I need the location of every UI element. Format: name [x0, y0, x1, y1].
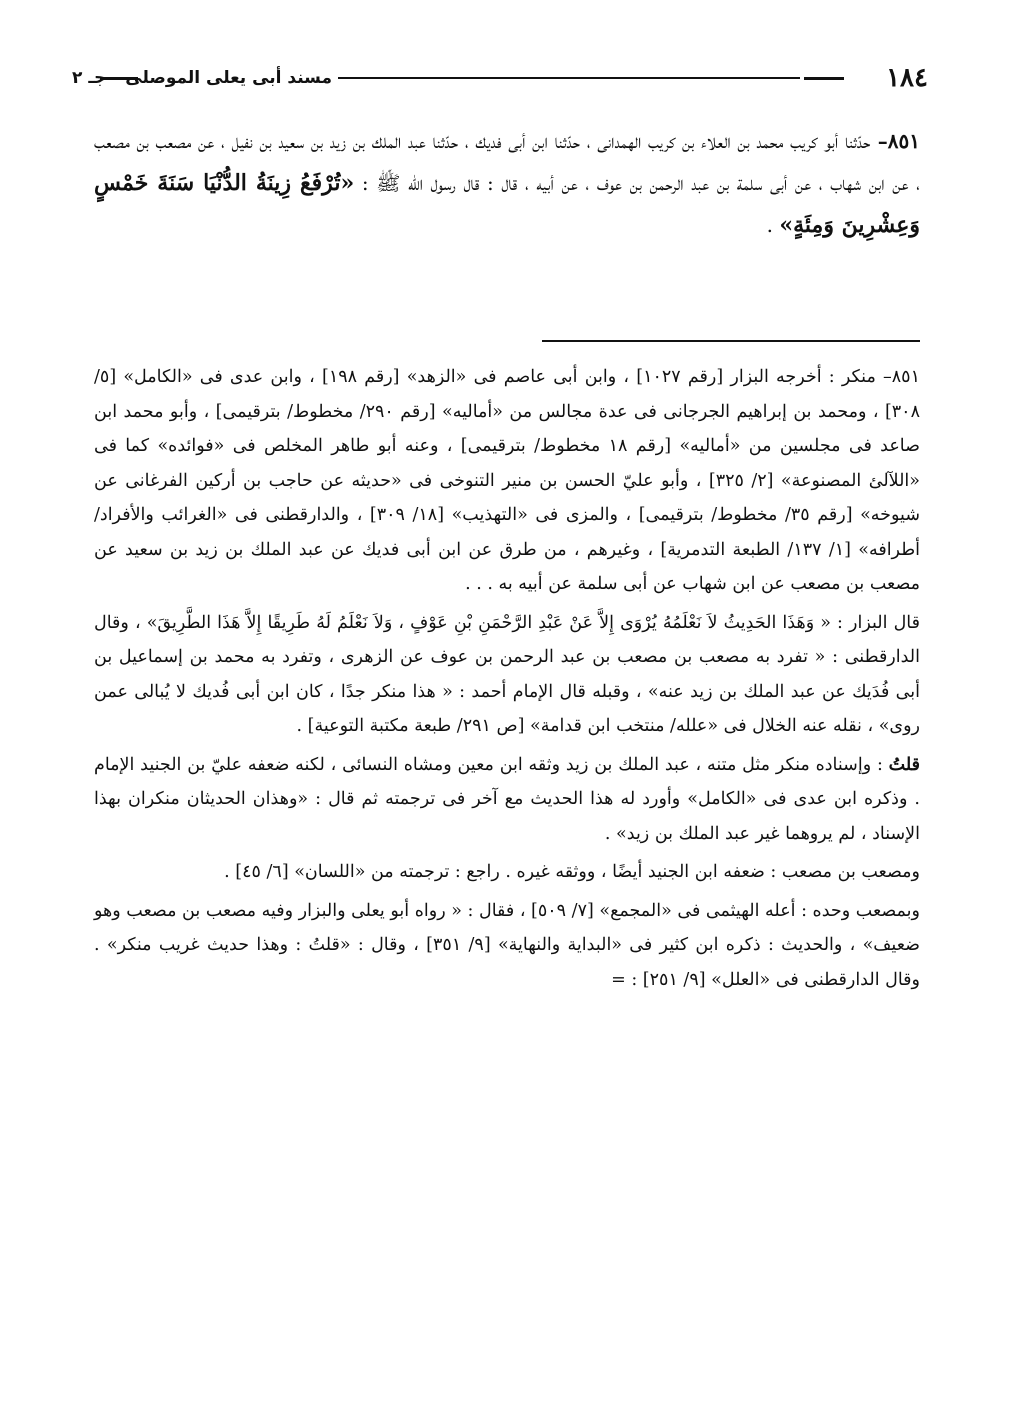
footnotes — [94, 360, 920, 1001]
header-rule-right — [804, 77, 844, 80]
hadith-number-separator: – — [870, 129, 888, 153]
hadith-isnad: حدّثنا أبو كريب محمد بن العلاء بن كريب الهمدانى ، حدّثنا ابن أبى فديك ، حدّثنا عبد الملك بن زيد بن سعيد بن نفيل ، عن مصعب بن مصعب ، عن ابن شهاب ، عن أبى سلمة بن عبد الرحمن بن عوف ، عن أبيه ، قال : قال رسول اللّه ﷺ : — [94, 129, 920, 195]
scholars-quotes-paragraph: قال البزار : « وَهَذَا الحَدِيثُ لاَ نَعْلَمُهُ يُرْوَى إِلاَّ عَنْ عَبْدِ الرَّحْمَنِ بْنِ عَوْفٍ ، وَلاَ نَعْلَمُ لَهُ طَرِيقًا إِلاَّ هَذَا الطَّرِيقَ» ، وقال الدارقطنى : « تفرد به مصعب بن مصعب بن عبد الرحمن بن عوف عن الزهرى ، وتفرد به محمد بن إسماعيل بن أبى فُدَيك عن عبد الملك بن زيد عنه» ، وقبله قال الإمام أحمد : « هذا منكر جدًا ، كان ابن أبى فُديك لا يُبالى عمن روى» ، نقله عنه الخلال فى «علله/ منتخب ابن قدامة» [ص ٢٩١/ طبعة مكتبة التوعية] . — [94, 612, 920, 736]
author-comment-lead: قلتُ — [888, 754, 920, 775]
page-header — [72, 60, 928, 96]
hadith-number: ٨٥١ — [887, 129, 920, 153]
page-number: ١٨٤ — [886, 63, 928, 93]
header-rule-middle — [338, 77, 800, 79]
hadith-text — [94, 120, 920, 246]
footnote-separator — [542, 340, 920, 342]
haythami-paragraph: وبمصعب وحده : أعله الهيثمى فى «المجمع» [٧/ ٥٠٩] ، فقال : « رواه أبو يعلى والبزار وفيه مصعب بن مصعب وهو ضعيف» ، والحديث : ذكره ابن كثير فى «البداية والنهاية» [٩/ ٣٥١] ، وقال : «قلتُ : وهذا حديث غريب منكر» . وقال الدارقطنى فى «العلل» [٩/ ٢٥١] : = — [94, 900, 920, 990]
takhrij-paragraph: ٨٥١– منكر : أخرجه البزار [رقم ١٠٢٧] ، وابن أبى عاصم فى «الزهد» [رقم ١٩٨] ، وابن عدى فى «الكامل» [٥/ ٣٠٨] ، ومحمد بن إبراهيم الجرجانى فى عدة مجالس من «أماليه» [رقم ٢٩٠/ مخطوط/ بترقيمى] ، وأبو محمد ابن صاعد فى مجلسين من «أماليه» [رقم ١٨ مخطوط/ بترقيمى] ، وعنه أبو طاهر المخلص فى «فوائده» كما فى «اللآلئ المصنوعة» [٢/ ٣٢٥] ، وأبو عليّ الحسن بن منير التنوخى فى «حديثه عن حاجب بن أركين الفرغانى عن شيوخه» [رقم ٣٥/ مخطوط/ بترقيمى] ، والمزى فى «التهذيب» [١٨/ ٣٠٩] ، والدارقطنى فى «الغرائب والأفراد/ أطرافه» [١/ ١٣٧/ الطبعة التدمرية] ، وغيرهم ، من طرق عن ابن أبى فديك عن عبد الملك بن زيد بن سعيد عن مصعب بن مصعب عن ابن شهاب عن أبى سلمة عن أبيه به . . . — [94, 367, 920, 594]
running-title: مسند أبى يعلى الموصلى - جـ ٢ — [72, 68, 332, 88]
author-comment-paragraph — [94, 748, 920, 852]
hadith-end: . — [766, 213, 780, 237]
hadith-matn: «تُرْفَعُ زِينَةُ الدُّنْيَا سَنَةَ خَمْسٍ وَعِشْرِينَ وَمِئَةٍ» — [94, 170, 920, 238]
header-rule-left — [100, 77, 138, 80]
narrator-paragraph: ومصعب بن مصعب : ضعفه ابن الجنيد أيضًا ، ووثقه غيره . راجع : ترجمته من «اللسان» [٦/ ٤٥] . — [224, 862, 920, 882]
author-comment-text: : وإسناده منكر مثل متنه ، عبد الملك بن زيد وثقه ابن معين ومشاه النسائى ، لكنه ضعفه عليّ بن الجنيد الإمام . وذكره ابن عدى فى «الكامل» وأورد له هذا الحديث مع آخر فى ترجمته ثم قال : «وهذان الحديثان منكران بهذا الإسناد ، لم يروهما غير عبد الملك بن زيد» . — [94, 754, 920, 844]
